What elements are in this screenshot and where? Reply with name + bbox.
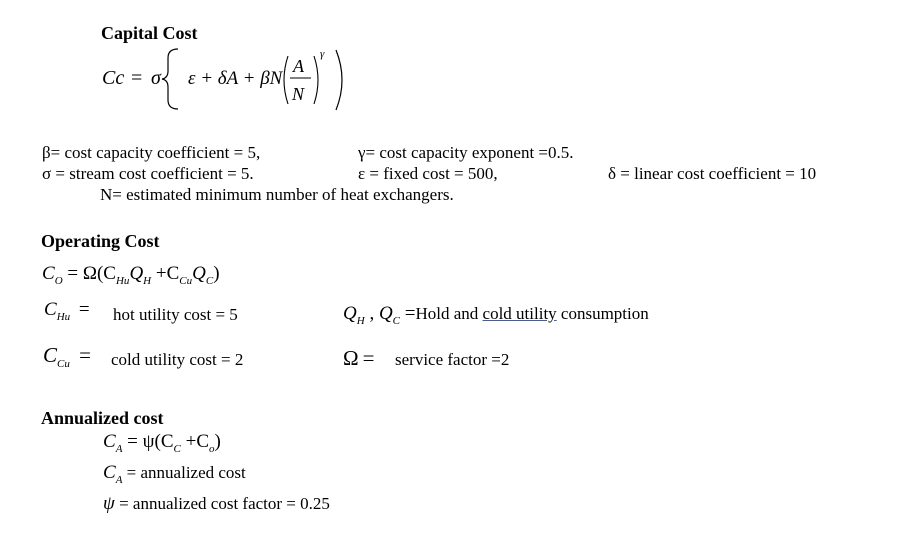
formula-exp: γ — [320, 48, 325, 60]
operating-cost-heading: Operating Cost — [41, 231, 160, 251]
formula-eq: = — [131, 67, 143, 89]
formula-cc: Cc — [102, 67, 125, 89]
capital-cost-heading: Capital Cost — [101, 23, 198, 43]
fraction-den: N — [292, 84, 305, 104]
formula-sigma: σ — [151, 67, 161, 89]
def-gamma: γ= cost capacity exponent =0.5. — [358, 143, 574, 162]
def-n: N= estimated minimum number of heat exchangers. — [100, 185, 454, 204]
ca-definition: $C_A$ = annualized cost — [103, 462, 246, 486]
q-definition: $Q_H$ , $Q_C$ =Hold and cold utility consumption — [343, 303, 649, 327]
psi-definition: ψ = annualized cost factor = 0.25 — [103, 493, 330, 514]
formula-terms: ε + δA + βN — [188, 68, 283, 89]
def-delta: δ = linear cost coefficient = 10 — [608, 164, 817, 183]
right-big-paren — [336, 50, 342, 110]
annualized-formula: $C_A = \psi(C_C +C_o)$ — [103, 431, 221, 455]
operating-formula: $C_O = \Omega(C_{Hu}Q_H +C_{Cu}Q_C)$ — [42, 263, 220, 287]
left-brace — [162, 49, 178, 109]
def-eps: ε = fixed cost = 500, — [358, 164, 498, 183]
def-sigma: σ = stream cost coefficient = 5. — [42, 164, 254, 183]
omega-definition: Ω = — [343, 346, 375, 370]
def-beta: β= cost capacity coefficient = 5, — [42, 143, 261, 162]
chu-symbol: $C_{Hu}$ = — [44, 299, 90, 323]
omega-text: service factor =2 — [395, 350, 510, 369]
right-paren — [314, 56, 318, 104]
left-paren — [284, 56, 288, 104]
chu-text: hot utility cost = 5 — [113, 305, 238, 324]
ccu-text: cold utility cost = 2 — [111, 350, 244, 369]
fraction-num: A — [293, 56, 304, 76]
annualized-cost-heading: Annualized cost — [41, 408, 164, 428]
capital-cost-formula — [98, 44, 358, 114]
ccu-symbol: $C_{Cu}$ = — [43, 343, 91, 370]
